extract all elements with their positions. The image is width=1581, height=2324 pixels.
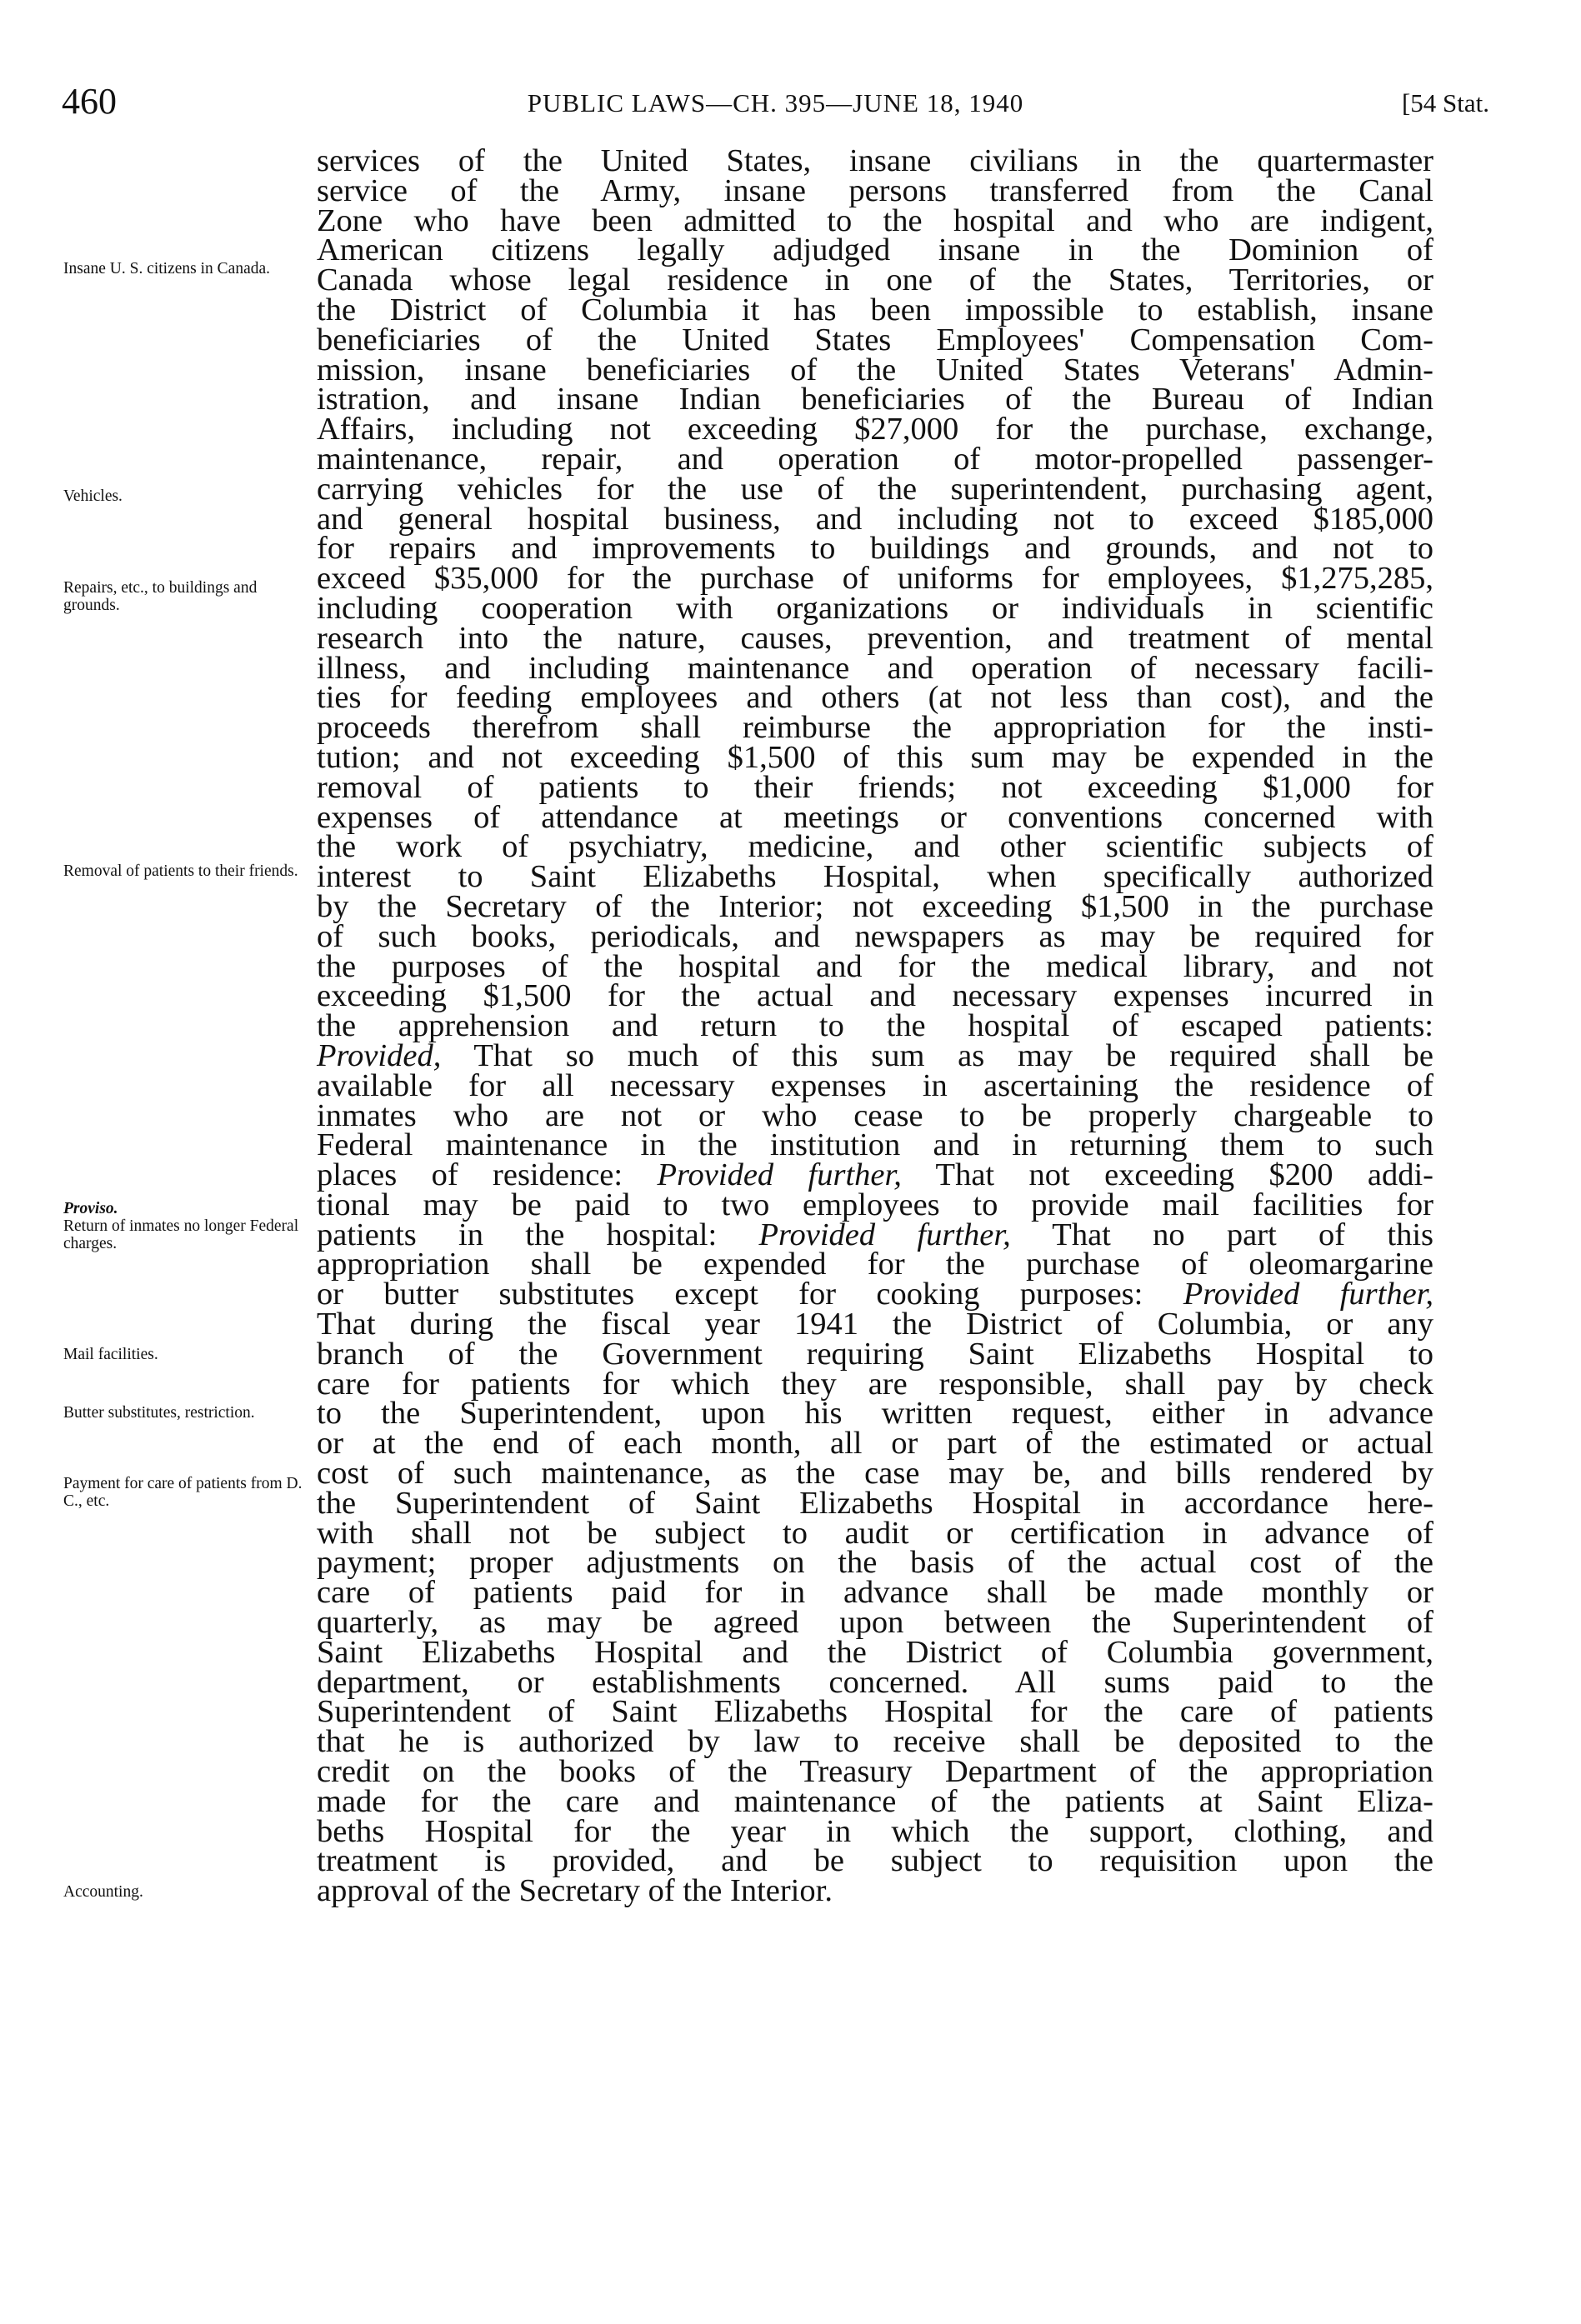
text-line: to the Superintendent, upon his written request, either in advance [317, 1396, 1433, 1432]
running-title: PUBLIC LAWS—CH. 395—JUNE 18, 1940 [527, 88, 1024, 117]
text-line: credit on the books of the Treasury Department of the appropriation [317, 1754, 1433, 1790]
text-span: or butter substitutes except for cooking purposes: [317, 1277, 1183, 1312]
text-line: interest to Saint Elizabeths Hospital, when specifically authorized [317, 859, 1433, 895]
margin-note-butter: Butter substitutes, restriction. [63, 1404, 255, 1422]
text-line [317, 1277, 1434, 1312]
body-text [317, 143, 1434, 1909]
text-line: services of the United States, insane civilians in the quartermaster [317, 143, 1433, 178]
text-line: quarterly, as may be agreed upon between the Superintendent of [317, 1605, 1433, 1641]
text-line: for repairs and improvements to buildings and grounds, and not to [317, 531, 1433, 567]
text-line: made for the care and maintenance of the patients at Saint Eliza- [317, 1783, 1433, 1819]
text-line: care of patients paid for in advance shall be made monthly or [317, 1575, 1433, 1611]
text-line: Superintendent of Saint Elizabeths Hospital for the care of patients [317, 1694, 1433, 1730]
text-line: proceeds therefrom shall reimburse the appropriation for the insti- [317, 710, 1433, 746]
proviso-italic: Provided further, [1183, 1277, 1434, 1312]
text-line [317, 1157, 1433, 1193]
text-line: exceeding $1,500 for the actual and necessary expenses incurred in [317, 978, 1433, 1014]
text-line [317, 1037, 1433, 1073]
text-line: Zone who have been admitted to the hospital and who are indigent, [317, 202, 1433, 238]
margin-note-repairs: Repairs, etc., to buildings and grounds. [63, 579, 258, 614]
text-line: the work of psychiatry, medicine, and other scientific subjects of [317, 829, 1433, 865]
text-span: That so much of this sum as may be required shall be [441, 1037, 1433, 1073]
text-line: including cooperation with organizations or individuals in scientific [317, 590, 1433, 626]
text-span: That no part of this [1010, 1217, 1433, 1252]
text-line: the apprehension and return to the hospital of escaped patients: [317, 1008, 1433, 1044]
text-line: the District of Columbia it has been impossible to establish, insane [317, 292, 1433, 327]
text-line: by the Secretary of the Interior; not exceeding $1,500 in the purchase [317, 888, 1433, 924]
proviso-italic: Provided further, [758, 1217, 1011, 1252]
text-line: department, or establishments concerned. All sums paid to the [317, 1664, 1433, 1700]
page-number: 460 [62, 81, 117, 122]
text-line: Affairs, including not exceeding $27,000 for the purchase, exchange, [317, 412, 1433, 447]
text-line: That during the fiscal year 1941 the District of Columbia, or any [317, 1307, 1433, 1342]
text-span: places of residence: [317, 1157, 658, 1193]
proviso-note: Return of inmates no longer Federal charges. [63, 1217, 299, 1252]
text-line [317, 1217, 1433, 1252]
text-line: maintenance, repair, and operation of motor-propelled passenger- [317, 441, 1433, 477]
text-span: patients in the hospital: [317, 1217, 759, 1252]
text-line: Canada whose legal residence in one of the States, Territories, or [317, 262, 1433, 298]
text-line: expenses of attendance at meetings or conventions concerned with [317, 799, 1433, 835]
text-line: and general hospital business, and including not to exceed $185,000 [317, 501, 1433, 537]
text-line: tional may be paid to two employees to provide mail facilities for [317, 1187, 1433, 1222]
text-line: beneficiaries of the United States Employees' Compensation Com- [317, 322, 1433, 357]
text-line: approval of the Secretary of the Interior. [317, 1873, 833, 1909]
text-line: or at the end of each month, all or part of the estimated or actual [317, 1426, 1433, 1462]
text-line: treatment is provided, and be subject to requisition upon the [317, 1843, 1433, 1879]
text-line: istration, and insane Indian beneficiaries of the Bureau of Indian [317, 382, 1433, 417]
page-header [62, 80, 1489, 130]
margin-note-proviso [63, 1200, 305, 1252]
margin-note-removal: Removal of patients to their friends. [63, 862, 298, 880]
text-line: exceed $35,000 for the purchase of uniforms for employees, $1,275,285, [317, 561, 1433, 597]
text-line: illness, and including maintenance and operation of necessary facili- [317, 650, 1433, 686]
margin-note-payment: Payment for care of patients from D. C., etc. [63, 1475, 303, 1510]
text-line: Saint Elizabeths Hospital and the District of Columbia government, [317, 1634, 1433, 1670]
text-line: cost of such maintenance, as the case may be, and bills rendered by [317, 1456, 1433, 1492]
text-line: American citizens legally adjudged insane in the Dominion of [317, 232, 1433, 268]
text-line: beths Hospital for the year in which the support, clothing, and [317, 1813, 1433, 1849]
text-line: of such books, periodicals, and newspapers as may be required for [317, 918, 1433, 954]
text-line: appropriation shall be expended for the purchase of oleomargarine [317, 1247, 1433, 1282]
text-line: the purposes of the hospital and for the medical library, and not [317, 948, 1433, 984]
text-line: available for all necessary expenses in ascertaining the residence of [317, 1067, 1433, 1103]
proviso-italic: Provided further, [657, 1157, 902, 1193]
text-line: ties for feeding employees and others (at not less than cost), and the [317, 680, 1433, 716]
proviso-label: Proviso. [63, 1200, 118, 1217]
text-line: carrying vehicles for the use of the superintendent, purchasing agent, [317, 471, 1433, 507]
text-line: with shall not be subject to audit or certification in advance of [317, 1515, 1433, 1551]
margin-note-mail: Mail facilities. [63, 1346, 158, 1363]
volume-reference: [54 Stat. [1401, 88, 1489, 117]
text-line: that he is authorized by law to receive shall be deposited to the [317, 1724, 1433, 1760]
text-line: the Superintendent of Saint Elizabeths Hospital in accordance here- [317, 1485, 1433, 1521]
text-line: inmates who are not or who cease to be properly chargeable to [317, 1097, 1433, 1133]
margin-note-accounting: Accounting. [63, 1883, 143, 1901]
text-line: Federal maintenance in the institution and in returning them to such [317, 1127, 1433, 1163]
margin-note-insane-citizens: Insane U. S. citizens in Canada. [63, 260, 271, 277]
text-line: research into the nature, causes, prevention, and treatment of mental [317, 620, 1433, 656]
text-line: service of the Army, insane persons transferred from the Canal [317, 172, 1433, 208]
text-line: care for patients for which they are responsible, shall pay by check [317, 1366, 1433, 1402]
text-span: That not exceeding $200 addi- [901, 1157, 1433, 1193]
text-line: payment; proper adjustments on the basis of the actual cost of the [317, 1545, 1433, 1581]
text-line: branch of the Government requiring Saint Elizabeths Hospital to [317, 1336, 1433, 1372]
text-line: removal of patients to their friends; not exceeding $1,000 for [317, 769, 1433, 805]
margin-note-vehicles: Vehicles. [63, 487, 123, 505]
proviso-italic: Provided, [317, 1037, 442, 1073]
text-line: tution; and not exceeding $1,500 of this sum may be expended in the [317, 739, 1433, 775]
text-line: mission, insane beneficiaries of the United States Veterans' Admin- [317, 352, 1433, 387]
